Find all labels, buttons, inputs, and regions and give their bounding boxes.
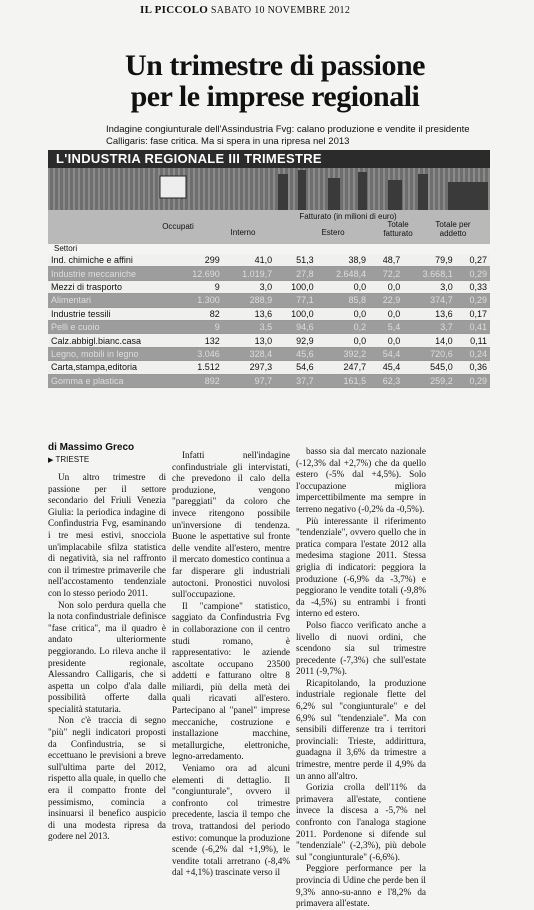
article-paragraph: Polso fiacco verificato anche a livello di nuovi ordini, che scendono sia sul trimestre precedente (-7,3%) che sull'estate 2011 (-9,7%). — [296, 619, 426, 677]
infographic-banner: L'INDUSTRIA REGIONALE III TRIMESTRE — [48, 150, 490, 168]
header-estero: Estero — [321, 228, 345, 237]
cell-occupati: 9 — [174, 280, 223, 293]
cell-estero-pct: 72,2 — [369, 267, 403, 280]
cell-totale: 79,9 — [403, 254, 455, 267]
cell-interno-val: 1.019,7 — [223, 267, 275, 280]
cell-occupati: 892 — [174, 374, 223, 387]
cell-totale: 3.668,1 — [403, 267, 455, 280]
table-row — [48, 374, 490, 387]
arrow-icon: ▶ — [48, 457, 54, 464]
headline-line-1: Un trimestre di passione — [125, 49, 425, 82]
article-paragraph: Gorizia crolla dell'11% da primavera all'estate, contiene invece la discesa a -5,7% nel confronto con l'analoga stagione 2011. Pordenone si difende sul "tendenziale" (-2,3%), più debole sul "congiunturale" (-6,6%). — [296, 782, 426, 862]
article-paragraph: basso sia dal mercato nazionale (-12,3% dal +2,7%) che da quello estero (-5% dal +4,5%). Solo l'occupazione migliora impercettibilmente ma sempre in terreno negativo (-0,2% da -0,5%). — [296, 446, 426, 514]
article-paragraph: Un altro trimestre di passione per il settore secondario del Friuli Venezia Giulia: la periodica indagine di Confindustria Fvg, esaminando i tre mesi estivi, snocciola un'implacabile sfilza statistica di negatività, sia nel raffronto con il trimestre primaverile che nell'accostamento tendenziale con lo stesso periodo 2011. — [48, 472, 166, 598]
header-per-addetto: Totale per addetto — [435, 220, 471, 238]
cell-estero-val: 0,0 — [317, 334, 369, 347]
header-occupati: Occupati — [162, 222, 194, 231]
table-row — [48, 294, 490, 307]
cell-settore: Alimentari — [48, 294, 174, 307]
article-column-1 — [48, 472, 166, 843]
cell-occupati: 299 — [174, 254, 223, 267]
article-paragraph: Veniamo ora ad alcuni elementi di dettaglio. Il "congiunturale", ovvero il confronto col trimestre precedente, lascia il tempo che trova, trattandosi del periodo estivo: comunque la produzione scende (-6,2% dal +1,9%), le vendite totali arretrano (-8,4% dal +4,1%) trascinate verso il — [172, 763, 290, 878]
cell-interno-pct: 77,1 — [275, 294, 317, 307]
dateline-place: TRIESTE — [55, 455, 90, 464]
factory-icon — [48, 168, 490, 210]
cell-settore: Mezzi di trasporto — [48, 280, 174, 293]
issue-date: SABATO 10 NOVEMBRE 2012 — [210, 5, 351, 16]
cell-addetto: 0,29 — [456, 294, 490, 307]
newspaper-name: IL PICCOLO — [140, 4, 209, 16]
cell-estero-val: 247,7 — [317, 361, 369, 374]
cell-addetto: 0,36 — [456, 361, 490, 374]
cell-estero-val: 0,0 — [317, 307, 369, 320]
subheadline: Indagine congiunturale dell'Assindustria Fvg: calano produzione e vendite il presidente Calligaris: fase critica. Ma si spera in una ripresa nel 2013 — [106, 124, 470, 147]
cell-interno-val: 13,0 — [223, 334, 275, 347]
cell-interno-pct: 94,6 — [275, 320, 317, 333]
cell-interno-val: 3,0 — [223, 280, 275, 293]
header-totale: Totale fatturato — [383, 220, 413, 238]
cell-estero-pct: 0,0 — [369, 307, 403, 320]
article-column-2 — [172, 450, 290, 879]
cell-interno-pct: 100,0 — [275, 280, 317, 293]
cell-interno-val: 41,0 — [223, 254, 275, 267]
header-fatturato: Fatturato (in milioni di euro) — [299, 212, 397, 221]
article-paragraph: Ricapitolando, la produzione industriale regionale flette del 6,2% sul "congiunturale" e del 6,9% sul "tendenziale". Ma con sensibili differenze tra i territori provinciali: Trieste, addirittura, guadagna il 3,6% da trimestre a trimestre, mentre perde il 4,9% da un anno all'altro. — [296, 677, 426, 781]
table-row — [48, 267, 490, 280]
article-paragraph: Infatti nell'indagine confindustriale gli intervistati, che prevedono il calo della produzione, vengono "pareggiati" da coloro che invece ritengono possibile un'inversione di tendenza. Buone le aspettative sul fronte delle vendite all'estero, mentre il mercato domestico continua a far disperare gli industriali autoctoni. Pronostici nuvolosi sull'occupazione. — [172, 450, 290, 600]
article-paragraph: Non solo perdura quella che la nota confindustriale definisce "fase critica", ma il quadro è andato ulteriormente peggiorando. Lo rileva anche il presidente regionale, Alessandro Calligaris, che si aspetta un colpo d'ala dalle possibilità offerte dalla specialità statutaria. — [48, 599, 166, 714]
headline — [60, 50, 490, 112]
cell-addetto: 0,17 — [456, 307, 490, 320]
cell-occupati: 3.046 — [174, 347, 223, 360]
article-paragraph: Non c'è traccia di segno "più" negli indicatori proposti da Confindustria, se si eccettuano le previsioni a breve sull'ultima parte del 2012, rispetto alla quale, in quello che era il compatto fronte del pessimismo, comincia a insinuarsi il benefico auspicio di una modesta ripresa da godere nel 2013. — [48, 715, 166, 842]
cell-interno-pct: 92,9 — [275, 334, 317, 347]
cell-occupati: 82 — [174, 307, 223, 320]
article-paragraph: Più interessante il riferimento "tendenziale", ovvero quello che in pratica compara l'estate 2012 alla medesima stagione 2011. Stessa griglia di indicatori: peggiora la produzione (-6,9% da -3,7%) e peggiorano le vendite totali (-9,8% da -4,5%) su entrambi i fronti interno ed estero. — [296, 515, 426, 619]
cell-estero-pct: 0,0 — [369, 334, 403, 347]
cell-interno-val: 288,9 — [223, 294, 275, 307]
cell-estero-val: 392,2 — [317, 347, 369, 360]
article-paragraph: Il "campione" statistico, saggiato da Confindustria Fvg in collaborazione con il centro studi romano, è rappresentativo: le aziende ascoltate occupano 23500 addetti e fatturano oltre 8 miliardi, più della metà dei quali ricavati all'estero. Partecipano al "panel" imprese meccaniche, costruzione e installazione macchine, metallurgiche, elettroniche, legno-arredamento. — [172, 600, 290, 762]
cell-estero-val: 2.648,4 — [317, 267, 369, 280]
cell-addetto: 0,41 — [456, 320, 490, 333]
cell-interno-pct: 37,7 — [275, 374, 317, 387]
cell-estero-pct: 62,3 — [369, 374, 403, 387]
cell-settore: Carta,stampa,editoria — [48, 361, 174, 374]
cell-totale: 259,2 — [403, 374, 455, 387]
dateline — [48, 455, 89, 464]
headline-line-2: per le imprese regionali — [130, 80, 420, 113]
cell-estero-val: 0,2 — [317, 320, 369, 333]
cell-interno-pct: 45,6 — [275, 347, 317, 360]
cell-estero-val: 161,5 — [317, 374, 369, 387]
cell-interno-val: 3,5 — [223, 320, 275, 333]
cell-occupati: 9 — [174, 320, 223, 333]
cell-interno-val: 328,4 — [223, 347, 275, 360]
cell-occupati: 132 — [174, 334, 223, 347]
cell-totale: 3,0 — [403, 280, 455, 293]
table-row — [48, 254, 490, 267]
cell-totale: 720,6 — [403, 347, 455, 360]
header-interno: Interno — [230, 228, 256, 237]
cell-totale: 374,7 — [403, 294, 455, 307]
table-row — [48, 361, 490, 374]
cell-estero-pct: 22,9 — [369, 294, 403, 307]
cell-estero-pct: 5,4 — [369, 320, 403, 333]
factory-illustration — [48, 168, 490, 210]
cell-estero-pct: 0,0 — [369, 280, 403, 293]
cell-interno-val: 297,3 — [223, 361, 275, 374]
cell-addetto: 0,24 — [456, 347, 490, 360]
cell-settore: Calz.abbigl.bianc.casa — [48, 334, 174, 347]
header-settori: Settori — [54, 244, 78, 253]
cell-estero-pct: 54,4 — [369, 347, 403, 360]
cell-interno-val: 13,6 — [223, 307, 275, 320]
cell-estero-val: 85,8 — [317, 294, 369, 307]
cell-estero-val: 0,0 — [317, 280, 369, 293]
table-row — [48, 347, 490, 360]
article-column-3 — [296, 446, 426, 910]
cell-settore: Industrie tessili — [48, 307, 174, 320]
cell-totale: 3,7 — [403, 320, 455, 333]
cell-addetto: 0,33 — [456, 280, 490, 293]
cell-addetto: 0,29 — [456, 374, 490, 387]
cell-occupati: 12.690 — [174, 267, 223, 280]
cell-interno-pct: 27,8 — [275, 267, 317, 280]
cell-interno-pct: 54,6 — [275, 361, 317, 374]
byline: di Massimo Greco — [48, 442, 135, 453]
masthead — [140, 4, 350, 16]
cell-occupati: 1.300 — [174, 294, 223, 307]
cell-addetto: 0,11 — [456, 334, 490, 347]
cell-estero-pct: 45,4 — [369, 361, 403, 374]
table-row — [48, 307, 490, 320]
cell-addetto: 0,27 — [456, 254, 490, 267]
article-paragraph: Peggiore performance per la provincia di Udine che perde ben il 9,3% anno-su-anno e l'8,2% da primavera all'estate. — [296, 863, 426, 909]
cell-settore: Pelli e cuoio — [48, 320, 174, 333]
cell-interno-val: 97,7 — [223, 374, 275, 387]
cell-settore: Gomma e plastica — [48, 374, 174, 387]
cell-settore: Legno, mobili in legno — [48, 347, 174, 360]
cell-estero-pct: 48,7 — [369, 254, 403, 267]
industry-infographic — [48, 150, 490, 440]
cell-totale: 545,0 — [403, 361, 455, 374]
table-row — [48, 320, 490, 333]
cell-settore: Ind. chimiche e affini — [48, 254, 174, 267]
table-row — [48, 334, 490, 347]
cell-totale: 13,6 — [403, 307, 455, 320]
cell-totale: 14,0 — [403, 334, 455, 347]
cell-interno-pct: 100,0 — [275, 307, 317, 320]
cell-settore: Industrie meccaniche — [48, 267, 174, 280]
cell-interno-pct: 51,3 — [275, 254, 317, 267]
industry-table — [48, 254, 490, 388]
cell-occupati: 1.512 — [174, 361, 223, 374]
cell-estero-val: 38,9 — [317, 254, 369, 267]
table-row — [48, 280, 490, 293]
cell-addetto: 0,29 — [456, 267, 490, 280]
